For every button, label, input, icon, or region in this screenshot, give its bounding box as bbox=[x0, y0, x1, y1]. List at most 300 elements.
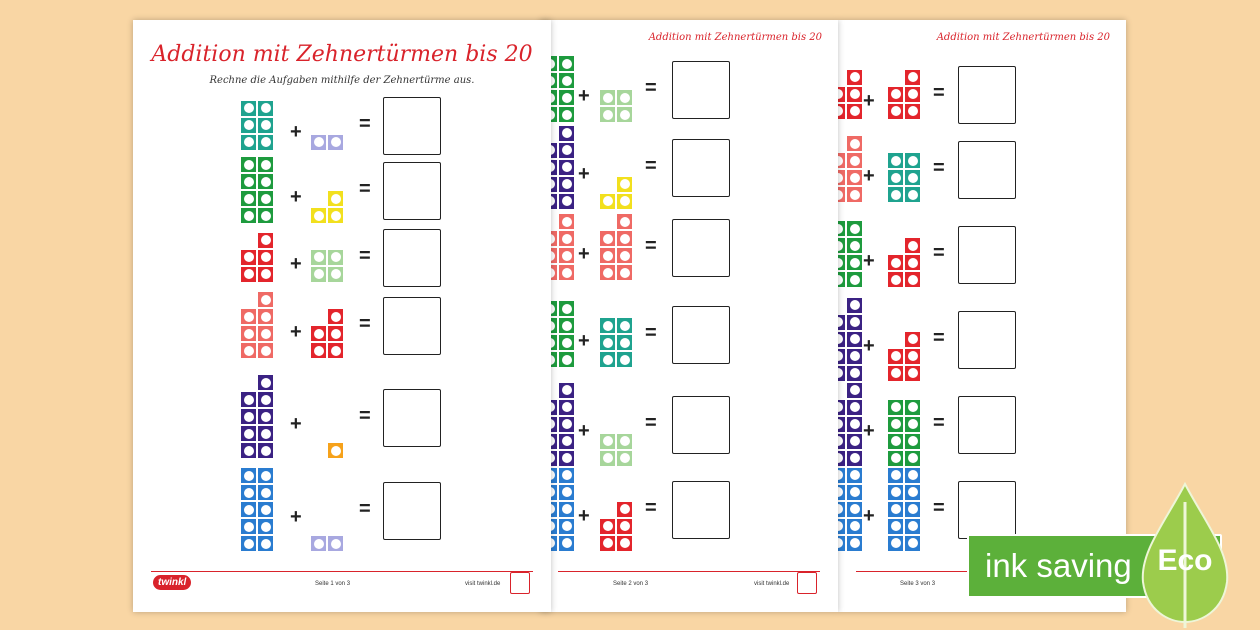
tower-cell bbox=[905, 349, 920, 364]
tower-cell bbox=[311, 326, 326, 341]
tower-cell bbox=[905, 255, 920, 270]
tower-cell bbox=[559, 160, 574, 175]
tower-cell bbox=[328, 135, 343, 150]
answer-box[interactable] bbox=[383, 482, 441, 540]
tower-cell bbox=[258, 426, 273, 441]
plus-sign: + bbox=[578, 85, 590, 107]
tower-cell bbox=[559, 107, 574, 122]
plus-sign: + bbox=[863, 250, 875, 272]
tower-cell bbox=[905, 400, 920, 415]
first-addend-tower bbox=[838, 136, 864, 204]
tower-cell bbox=[241, 536, 256, 551]
tower-cell bbox=[311, 267, 326, 282]
tower-cell bbox=[617, 352, 632, 367]
tower-cell bbox=[617, 265, 632, 280]
tower-cell bbox=[838, 502, 845, 517]
second-addend-tower bbox=[311, 135, 345, 152]
tower-cell bbox=[847, 468, 862, 483]
tower-cell bbox=[241, 485, 256, 500]
tower-cell bbox=[617, 451, 632, 466]
second-addend-tower bbox=[311, 309, 345, 360]
tower-cell bbox=[847, 349, 862, 364]
tower-cell bbox=[241, 101, 256, 116]
tower-cell bbox=[241, 118, 256, 133]
tower-cell bbox=[328, 191, 343, 206]
tower-cell bbox=[617, 536, 632, 551]
tower-cell bbox=[838, 272, 845, 287]
tower-cell bbox=[600, 536, 615, 551]
first-addend-tower bbox=[838, 383, 864, 468]
tower-cell bbox=[905, 468, 920, 483]
tower-cell bbox=[600, 519, 615, 534]
tower-cell bbox=[559, 417, 574, 432]
tower-cell bbox=[905, 417, 920, 432]
tower-cell bbox=[258, 267, 273, 282]
tower-cell bbox=[559, 90, 574, 105]
equals-sign: = bbox=[359, 404, 371, 427]
equals-sign: = bbox=[933, 242, 945, 264]
tower-cell bbox=[888, 87, 903, 102]
ink-saving-label: ink saving bbox=[985, 547, 1132, 584]
equals-sign: = bbox=[645, 155, 657, 177]
answer-box[interactable] bbox=[383, 229, 441, 287]
tower-cell bbox=[847, 451, 862, 466]
first-addend-tower bbox=[838, 221, 864, 289]
tower-cell bbox=[258, 536, 273, 551]
tower-cell bbox=[241, 309, 256, 324]
tower-cell bbox=[258, 485, 273, 500]
tower-cell bbox=[888, 519, 903, 534]
plus-sign: + bbox=[290, 253, 302, 275]
first-addend-tower bbox=[241, 233, 275, 284]
plus-sign: + bbox=[578, 505, 590, 527]
tower-cell bbox=[258, 343, 273, 358]
tower-cell bbox=[905, 485, 920, 500]
tower-cell bbox=[905, 153, 920, 168]
tower-cell bbox=[241, 468, 256, 483]
answer-box[interactable] bbox=[958, 66, 1016, 124]
tower-cell bbox=[617, 519, 632, 534]
tower-cell bbox=[905, 187, 920, 202]
tower-cell bbox=[905, 238, 920, 253]
tower-cell bbox=[241, 409, 256, 424]
tower-cell bbox=[559, 335, 574, 350]
second-addend-tower bbox=[600, 502, 634, 553]
tower-cell bbox=[258, 135, 273, 150]
tower-cell bbox=[241, 519, 256, 534]
tower-cell bbox=[258, 502, 273, 517]
tower-cell bbox=[559, 194, 574, 209]
tower-cell bbox=[559, 485, 574, 500]
plus-sign: + bbox=[863, 335, 875, 357]
tower-cell bbox=[241, 135, 256, 150]
first-addend-tower bbox=[241, 468, 275, 553]
tower-cell bbox=[328, 250, 343, 265]
tower-cell bbox=[241, 250, 256, 265]
tower-cell bbox=[905, 104, 920, 119]
tower-cell bbox=[241, 191, 256, 206]
tower-cell bbox=[600, 335, 615, 350]
tower-cell bbox=[888, 104, 903, 119]
plus-sign: + bbox=[290, 321, 302, 343]
tower-cell bbox=[600, 231, 615, 246]
answer-box[interactable] bbox=[672, 61, 730, 119]
tower-cell bbox=[847, 434, 862, 449]
tower-cell bbox=[559, 126, 574, 141]
tower-cell bbox=[328, 208, 343, 223]
tower-cell bbox=[617, 335, 632, 350]
tower-cell bbox=[328, 343, 343, 358]
tower-cell bbox=[838, 417, 845, 432]
tower-cell bbox=[328, 443, 343, 458]
tower-cell bbox=[617, 502, 632, 517]
tower-cell bbox=[847, 153, 862, 168]
plus-sign: + bbox=[863, 165, 875, 187]
tower-cell bbox=[258, 392, 273, 407]
tower-cell bbox=[847, 519, 862, 534]
tower-cell bbox=[847, 383, 862, 398]
tower-cell bbox=[838, 153, 845, 168]
equals-sign: = bbox=[933, 327, 945, 349]
tower-cell bbox=[559, 536, 574, 551]
tower-cell bbox=[905, 366, 920, 381]
page-title: Addition mit Zehnertürmen bis 20 bbox=[151, 42, 533, 67]
equals-sign: = bbox=[359, 497, 371, 520]
tower-cell bbox=[838, 255, 845, 270]
tower-cell bbox=[328, 536, 343, 551]
tower-cell bbox=[311, 135, 326, 150]
tower-cell bbox=[258, 101, 273, 116]
tower-cell bbox=[847, 238, 862, 253]
tower-cell bbox=[838, 238, 845, 253]
tower-cell bbox=[905, 87, 920, 102]
tower-cell bbox=[600, 451, 615, 466]
tower-cell bbox=[838, 221, 845, 236]
tower-cell bbox=[258, 157, 273, 172]
tower-cell bbox=[600, 90, 615, 105]
tower-cell bbox=[311, 536, 326, 551]
tower-cell bbox=[241, 326, 256, 341]
plus-sign: + bbox=[578, 163, 590, 185]
equals-sign: = bbox=[645, 412, 657, 434]
second-addend-tower bbox=[888, 153, 922, 204]
equals-sign: = bbox=[359, 245, 371, 267]
tower-cell bbox=[258, 519, 273, 534]
first-addend-tower bbox=[838, 468, 864, 553]
tower-cell bbox=[559, 73, 574, 88]
equals-sign: = bbox=[933, 497, 945, 519]
tower-cell bbox=[258, 443, 273, 458]
footer-line bbox=[151, 571, 533, 572]
tower-cell bbox=[258, 292, 273, 307]
tower-cell bbox=[600, 248, 615, 263]
answer-box[interactable] bbox=[672, 396, 730, 454]
ink-saving-badge bbox=[965, 482, 1260, 630]
tower-cell bbox=[600, 434, 615, 449]
equals-sign: = bbox=[645, 322, 657, 344]
second-addend-tower bbox=[311, 191, 345, 225]
tower-cell bbox=[258, 409, 273, 424]
equals-sign: = bbox=[933, 157, 945, 179]
tower-cell bbox=[838, 170, 845, 185]
second-addend-tower bbox=[888, 238, 922, 289]
answer-box[interactable] bbox=[383, 389, 441, 447]
worksheet-page-1 bbox=[133, 20, 551, 612]
tower-cell bbox=[888, 349, 903, 364]
tower-cell bbox=[617, 194, 632, 209]
answer-box[interactable] bbox=[383, 162, 441, 220]
answer-box[interactable] bbox=[672, 481, 730, 539]
tower-cell bbox=[559, 502, 574, 517]
second-addend-tower bbox=[600, 177, 634, 211]
tower-cell bbox=[838, 400, 845, 415]
twinkl-seal-icon bbox=[797, 572, 817, 594]
page-number: Seite 1 von 3 bbox=[315, 581, 351, 587]
equals-sign: = bbox=[933, 82, 945, 104]
tower-cell bbox=[838, 434, 845, 449]
page-number: Seite 2 von 3 bbox=[613, 581, 649, 587]
tower-cell bbox=[311, 208, 326, 223]
plus-sign: + bbox=[578, 243, 590, 265]
tower-cell bbox=[905, 536, 920, 551]
tower-cell bbox=[888, 170, 903, 185]
tower-cell bbox=[258, 233, 273, 248]
tower-cell bbox=[888, 451, 903, 466]
tower-cell bbox=[617, 177, 632, 192]
tower-cell bbox=[617, 107, 632, 122]
tower-cell bbox=[888, 502, 903, 517]
tower-cell bbox=[617, 318, 632, 333]
answer-box[interactable] bbox=[958, 141, 1016, 199]
tower-cell bbox=[847, 315, 862, 330]
second-addend-tower bbox=[888, 468, 922, 553]
plus-sign: + bbox=[578, 330, 590, 352]
answer-box[interactable] bbox=[958, 226, 1016, 284]
twinkl-logo: twinkl bbox=[153, 575, 191, 590]
tower-cell bbox=[559, 231, 574, 246]
tower-cell bbox=[838, 536, 845, 551]
tower-cell bbox=[888, 153, 903, 168]
second-addend-tower bbox=[311, 443, 345, 460]
answer-box[interactable] bbox=[383, 297, 441, 355]
tower-cell bbox=[838, 349, 845, 364]
tower-cell bbox=[258, 250, 273, 265]
tower-cell bbox=[905, 70, 920, 85]
second-addend-tower bbox=[311, 536, 345, 553]
plus-sign: + bbox=[863, 505, 875, 527]
tower-cell bbox=[838, 468, 845, 483]
second-addend-tower bbox=[600, 318, 634, 369]
tower-cell bbox=[847, 366, 862, 381]
tower-cell bbox=[888, 485, 903, 500]
tower-cell bbox=[905, 451, 920, 466]
page-title: Addition mit Zehnertürmen bis 20 bbox=[648, 32, 822, 43]
tower-cell bbox=[241, 343, 256, 358]
tower-cell bbox=[600, 265, 615, 280]
second-addend-tower bbox=[600, 214, 634, 282]
tower-cell bbox=[559, 301, 574, 316]
tower-cell bbox=[847, 485, 862, 500]
tower-cell bbox=[617, 434, 632, 449]
tower-cell bbox=[905, 502, 920, 517]
plus-sign: + bbox=[863, 420, 875, 442]
tower-cell bbox=[847, 70, 862, 85]
tower-cell bbox=[888, 187, 903, 202]
tower-cell bbox=[838, 87, 845, 102]
tower-cell bbox=[559, 451, 574, 466]
tower-cell bbox=[888, 255, 903, 270]
equals-sign: = bbox=[645, 77, 657, 99]
eco-label: Eco bbox=[1157, 544, 1213, 577]
tower-cell bbox=[617, 248, 632, 263]
tower-cell bbox=[258, 174, 273, 189]
equals-sign: = bbox=[359, 178, 371, 200]
tower-cell bbox=[838, 332, 845, 347]
first-addend-tower bbox=[838, 70, 864, 121]
twinkl-seal-icon bbox=[510, 572, 530, 594]
tower-cell bbox=[600, 194, 615, 209]
tower-cell bbox=[559, 265, 574, 280]
tower-cell bbox=[241, 267, 256, 282]
answer-box[interactable] bbox=[958, 396, 1016, 454]
tower-cell bbox=[847, 104, 862, 119]
tower-cell bbox=[838, 315, 845, 330]
tower-cell bbox=[617, 214, 632, 229]
tower-cell bbox=[888, 272, 903, 287]
tower-cell bbox=[600, 107, 615, 122]
footer-line bbox=[558, 571, 820, 572]
equals-sign: = bbox=[933, 412, 945, 434]
tower-cell bbox=[258, 208, 273, 223]
equals-sign: = bbox=[359, 113, 371, 135]
second-addend-tower bbox=[600, 90, 634, 124]
tower-cell bbox=[559, 400, 574, 415]
plus-sign: + bbox=[290, 121, 302, 143]
tower-cell bbox=[838, 366, 845, 381]
tower-cell bbox=[838, 519, 845, 534]
tower-cell bbox=[559, 434, 574, 449]
worksheet-page-2 bbox=[540, 20, 838, 612]
tower-cell bbox=[838, 187, 845, 202]
tower-cell bbox=[559, 177, 574, 192]
tower-cell bbox=[888, 417, 903, 432]
tower-cell bbox=[600, 352, 615, 367]
answer-box[interactable] bbox=[672, 219, 730, 277]
tower-cell bbox=[559, 56, 574, 71]
second-addend-tower bbox=[311, 250, 345, 284]
tower-cell bbox=[328, 326, 343, 341]
equals-sign: = bbox=[645, 235, 657, 257]
tower-cell bbox=[847, 170, 862, 185]
second-addend-tower bbox=[888, 400, 922, 468]
equals-sign: = bbox=[645, 497, 657, 519]
tower-cell bbox=[847, 221, 862, 236]
tower-cell bbox=[559, 248, 574, 263]
tower-cell bbox=[241, 502, 256, 517]
tower-cell bbox=[559, 468, 574, 483]
tower-cell bbox=[888, 366, 903, 381]
tower-cell bbox=[559, 383, 574, 398]
plus-sign: + bbox=[290, 505, 302, 528]
tower-cell bbox=[241, 443, 256, 458]
page-title: Addition mit Zehnertürmen bis 20 bbox=[936, 32, 1110, 43]
answer-box[interactable] bbox=[672, 306, 730, 364]
tower-cell bbox=[328, 267, 343, 282]
tower-cell bbox=[888, 536, 903, 551]
tower-cell bbox=[600, 318, 615, 333]
tower-cell bbox=[258, 468, 273, 483]
tower-cell bbox=[847, 536, 862, 551]
tower-cell bbox=[311, 343, 326, 358]
tower-cell bbox=[559, 318, 574, 333]
tower-cell bbox=[617, 90, 632, 105]
first-addend-tower bbox=[241, 157, 275, 225]
tower-cell bbox=[328, 309, 343, 324]
tower-cell bbox=[905, 170, 920, 185]
tower-cell bbox=[888, 468, 903, 483]
tower-cell bbox=[838, 485, 845, 500]
tower-cell bbox=[847, 187, 862, 202]
first-addend-tower bbox=[241, 292, 275, 360]
answer-box[interactable] bbox=[672, 139, 730, 197]
first-addend-tower bbox=[241, 375, 275, 460]
tower-cell bbox=[905, 434, 920, 449]
tower-cell bbox=[258, 118, 273, 133]
plus-sign: + bbox=[578, 420, 590, 442]
tower-cell bbox=[847, 502, 862, 517]
footer-url: visit twinkl.de bbox=[754, 581, 790, 587]
tower-cell bbox=[258, 191, 273, 206]
tower-cell bbox=[241, 208, 256, 223]
tower-cell bbox=[847, 272, 862, 287]
tower-cell bbox=[241, 174, 256, 189]
tower-cell bbox=[905, 272, 920, 287]
first-addend-tower bbox=[838, 298, 864, 383]
tower-cell bbox=[847, 298, 862, 313]
plus-sign: + bbox=[863, 90, 875, 112]
second-addend-tower bbox=[888, 70, 922, 121]
tower-cell bbox=[241, 392, 256, 407]
second-addend-tower bbox=[600, 434, 634, 468]
tower-cell bbox=[888, 400, 903, 415]
answer-box[interactable] bbox=[958, 311, 1016, 369]
tower-cell bbox=[241, 426, 256, 441]
tower-cell bbox=[258, 375, 273, 390]
tower-cell bbox=[258, 326, 273, 341]
tower-cell bbox=[241, 157, 256, 172]
tower-cell bbox=[838, 451, 845, 466]
tower-cell bbox=[559, 519, 574, 534]
answer-box[interactable] bbox=[383, 97, 441, 155]
tower-cell bbox=[559, 352, 574, 367]
tower-cell bbox=[311, 250, 326, 265]
tower-cell bbox=[559, 143, 574, 158]
tower-cell bbox=[617, 231, 632, 246]
equals-sign: = bbox=[359, 313, 371, 335]
first-addend-tower bbox=[241, 101, 275, 152]
tower-cell bbox=[905, 332, 920, 347]
tower-cell bbox=[847, 136, 862, 151]
plus-sign: + bbox=[290, 186, 302, 208]
tower-cell bbox=[559, 214, 574, 229]
page-subtitle: Rechne die Aufgaben mithilfe der Zehnertürme aus. bbox=[209, 75, 475, 86]
second-addend-tower bbox=[888, 332, 922, 383]
plus-sign: + bbox=[290, 412, 302, 435]
tower-cell bbox=[847, 255, 862, 270]
tower-cell bbox=[847, 400, 862, 415]
tower-cell bbox=[847, 332, 862, 347]
tower-cell bbox=[258, 309, 273, 324]
